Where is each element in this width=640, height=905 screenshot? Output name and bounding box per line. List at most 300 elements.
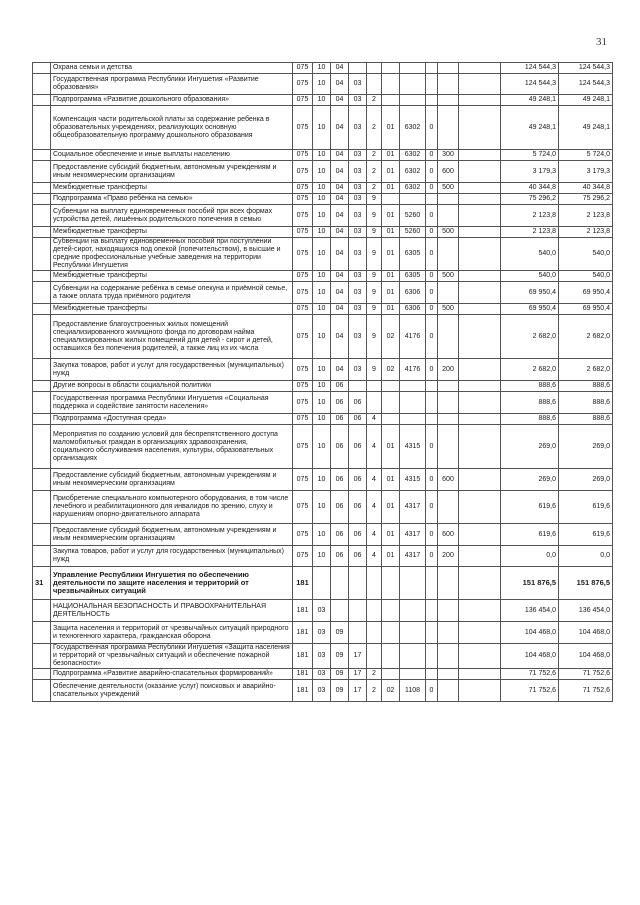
ved-code: 075 [293,425,313,469]
extra-code [426,600,438,622]
subprogram-code: 2 [367,669,382,680]
ved-code: 181 [293,680,313,702]
expense-type-code: 600 [438,524,459,546]
subprogram-code [367,63,382,74]
expense-type-code: 600 [438,161,459,183]
subprogram-code: 2 [367,183,382,194]
subprogram-code: 4 [367,491,382,524]
event-code [382,74,400,95]
program-code: 03 [349,271,367,282]
event-code: 01 [382,227,400,238]
event-code: 01 [382,150,400,161]
expense-type-code: 500 [438,183,459,194]
extra-code [426,622,438,644]
event-code [382,622,400,644]
expense-type-code [438,491,459,524]
blank-cell [459,622,501,644]
table-row [33,150,613,161]
row-number [33,680,51,702]
extra-code: 0 [426,183,438,194]
direction-code [400,194,426,205]
row-number [33,183,51,194]
table-row [33,304,613,315]
blank-cell [459,315,501,359]
direction-code: 6302 [400,106,426,150]
program-code: 03 [349,205,367,227]
table-row [33,194,613,205]
row-name: Закупка товаров, работ и услуг для государственных (муниципальных) нужд [51,546,293,567]
section-code: 10 [313,315,331,359]
subsection-code: 04 [331,183,349,194]
program-code: 03 [349,183,367,194]
subsection-code: 06 [331,491,349,524]
amount-2: 619,6 [559,524,613,546]
event-code: 02 [382,315,400,359]
blank-cell [459,106,501,150]
page-number: 31 [596,36,607,48]
amount-2: 71 752,6 [559,680,613,702]
table-row [33,524,613,546]
section-code: 10 [313,150,331,161]
table-row [33,183,613,194]
extra-code: 0 [426,469,438,491]
event-code [382,669,400,680]
amount-1: 49 248,1 [501,106,559,150]
table-row [33,238,613,271]
expense-type-code [438,392,459,414]
row-number [33,600,51,622]
direction-code [400,622,426,644]
row-number [33,425,51,469]
subsection-code: 04 [331,74,349,95]
event-code: 01 [382,271,400,282]
subprogram-code: 4 [367,546,382,567]
row-name: Управление Республики Ингушетия по обеспечению деятельности по защите населения и территорий от чрезвычайных ситуаций [51,567,293,600]
direction-code: 6306 [400,304,426,315]
direction-code: 4317 [400,491,426,524]
direction-code: 6302 [400,183,426,194]
extra-code: 0 [426,227,438,238]
table-row [33,680,613,702]
blank-cell [459,95,501,106]
amount-1: 269,0 [501,425,559,469]
event-code [382,95,400,106]
program-code: 17 [349,680,367,702]
expense-type-code: 500 [438,304,459,315]
table-row [33,95,613,106]
expense-type-code [438,238,459,271]
section-code: 10 [313,469,331,491]
section-code: 03 [313,680,331,702]
extra-code: 0 [426,271,438,282]
program-code: 03 [349,359,367,381]
program-code: 06 [349,546,367,567]
event-code: 01 [382,469,400,491]
amount-1: 104 468,0 [501,622,559,644]
table-row [33,282,613,304]
section-code: 10 [313,106,331,150]
subprogram-code: 9 [367,282,382,304]
event-code [382,392,400,414]
direction-code: 5260 [400,205,426,227]
expense-type-code [438,680,459,702]
event-code [382,194,400,205]
amount-2: 888,6 [559,414,613,425]
program-code: 06 [349,425,367,469]
event-code: 02 [382,359,400,381]
direction-code: 6306 [400,282,426,304]
blank-cell [459,414,501,425]
ved-code: 075 [293,271,313,282]
amount-2: 151 876,5 [559,567,613,600]
section-code: 10 [313,74,331,95]
expense-type-code [438,205,459,227]
direction-code: 4176 [400,315,426,359]
section-code: 10 [313,194,331,205]
expense-type-code [438,74,459,95]
section-code: 10 [313,238,331,271]
expense-type-code: 600 [438,469,459,491]
row-number [33,622,51,644]
expense-type-code [438,414,459,425]
subsection-code: 06 [331,414,349,425]
expense-type-code: 500 [438,227,459,238]
program-code: 17 [349,644,367,669]
section-code: 10 [313,546,331,567]
amount-1: 69 950,4 [501,282,559,304]
ved-code: 075 [293,469,313,491]
program-code: 03 [349,304,367,315]
table-row [33,644,613,669]
ved-code: 075 [293,227,313,238]
row-name: Подпрограмма «Доступная среда» [51,414,293,425]
program-code: 03 [349,282,367,304]
subsection-code: 06 [331,392,349,414]
subsection-code: 04 [331,95,349,106]
amount-2: 5 724,0 [559,150,613,161]
program-code: 03 [349,74,367,95]
blank-cell [459,227,501,238]
event-code: 01 [382,425,400,469]
row-number [33,63,51,74]
event-code: 01 [382,183,400,194]
row-number [33,238,51,271]
amount-1: 124 544,3 [501,74,559,95]
amount-1: 75 296,2 [501,194,559,205]
program-code [349,600,367,622]
amount-1: 104 468,0 [501,644,559,669]
row-name: Охрана семьи и детства [51,63,293,74]
event-code: 01 [382,238,400,271]
program-code: 03 [349,106,367,150]
blank-cell [459,304,501,315]
extra-code [426,381,438,392]
extra-code [426,74,438,95]
expense-type-code [438,95,459,106]
amount-2: 71 752,6 [559,669,613,680]
ved-code: 075 [293,315,313,359]
direction-code: 6305 [400,271,426,282]
row-number [33,669,51,680]
program-code: 17 [349,669,367,680]
subprogram-code: 2 [367,161,382,183]
direction-code [400,567,426,600]
table-row [33,546,613,567]
subprogram-code: 9 [367,238,382,271]
amount-2: 69 950,4 [559,282,613,304]
subsection-code: 04 [331,271,349,282]
row-number [33,469,51,491]
table-row [33,392,613,414]
section-code: 10 [313,524,331,546]
subprogram-code: 9 [367,271,382,282]
table-row [33,491,613,524]
ved-code: 075 [293,238,313,271]
section-code: 03 [313,644,331,669]
subsection-code: 04 [331,282,349,304]
subsection-code: 09 [331,644,349,669]
row-name: НАЦИОНАЛЬНАЯ БЕЗОПАСНОСТЬ И ПРАВООХРАНИТЕЛЬНАЯ ДЕЯТЕЛЬНОСТЬ [51,600,293,622]
ved-code: 075 [293,381,313,392]
direction-code [400,669,426,680]
subprogram-code [367,74,382,95]
extra-code [426,392,438,414]
extra-code: 0 [426,491,438,524]
blank-cell [459,469,501,491]
amount-2: 269,0 [559,469,613,491]
section-code: 10 [313,392,331,414]
subprogram-code: 9 [367,205,382,227]
extra-code [426,63,438,74]
program-code: 06 [349,524,367,546]
amount-1: 2 123,8 [501,205,559,227]
row-number [33,271,51,282]
event-code: 01 [382,524,400,546]
table-row [33,600,613,622]
subsection-code: 04 [331,227,349,238]
amount-2: 0,0 [559,546,613,567]
subsection-code: 06 [331,425,349,469]
program-code: 03 [349,238,367,271]
amount-1: 888,6 [501,381,559,392]
extra-code: 0 [426,546,438,567]
amount-2: 40 344,8 [559,183,613,194]
row-number [33,524,51,546]
row-name: Приобретение специального компьютерного оборудования, в том числе лечебного и реабилитационного для инвалидов по зрению, слуху и нарушениям опорно-двигательного аппарата [51,491,293,524]
section-code: 10 [313,425,331,469]
direction-code: 4315 [400,469,426,491]
event-code [382,644,400,669]
expense-type-code [438,600,459,622]
section-code: 10 [313,381,331,392]
direction-code [400,414,426,425]
extra-code: 0 [426,304,438,315]
amount-2: 2 682,0 [559,315,613,359]
extra-code [426,644,438,669]
row-name: Обеспечение деятельности (оказание услуг) поисковых и аварийно-спасательных учреждений [51,680,293,702]
amount-2: 136 454,0 [559,600,613,622]
subprogram-code: 9 [367,315,382,359]
row-name: Компенсация части родительской платы за содержание ребенка в образовательных учреждениях, реализующих основную общеобразовательную программу дошкольного образования [51,106,293,150]
expense-type-code [438,425,459,469]
table-row [33,567,613,600]
blank-cell [459,392,501,414]
expense-type-code [438,282,459,304]
amount-2: 49 248,1 [559,106,613,150]
section-code: 10 [313,161,331,183]
table-row [33,106,613,150]
row-number [33,194,51,205]
amount-1: 619,6 [501,491,559,524]
subsection-code: 04 [331,238,349,271]
blank-cell [459,161,501,183]
row-name: Государственная программа Республики Ингушетия «Социальная поддержка и содействие занятости населения» [51,392,293,414]
section-code: 10 [313,205,331,227]
blank-cell [459,491,501,524]
extra-code: 0 [426,161,438,183]
expense-type-code: 500 [438,271,459,282]
row-name: Подпрограмма «Развитие дошкольного образования» [51,95,293,106]
amount-1: 0,0 [501,546,559,567]
subprogram-code: 9 [367,359,382,381]
table-row [33,227,613,238]
extra-code: 0 [426,680,438,702]
budget-table [32,62,613,702]
event-code: 01 [382,106,400,150]
program-code: 06 [349,392,367,414]
event-code: 01 [382,304,400,315]
amount-1: 71 752,6 [501,680,559,702]
direction-code: 4317 [400,524,426,546]
row-name: Защита населения и территорий от чрезвычайных ситуаций природного и техногенного характера, гражданская оборона [51,622,293,644]
amount-1: 2 682,0 [501,359,559,381]
program-code: 03 [349,315,367,359]
event-code: 01 [382,546,400,567]
row-name: Субвенции на выплату единовременных пособий при поступлении детей-сирот, находящихся под опекой (попечительством), в высшие и средние профессиональные учебные заведения на территории Республики Ингушетия [51,238,293,271]
program-code [349,567,367,600]
extra-code [426,194,438,205]
direction-code [400,392,426,414]
expense-type-code [438,622,459,644]
section-code: 03 [313,622,331,644]
subprogram-code: 4 [367,425,382,469]
extra-code [426,95,438,106]
section-code: 10 [313,227,331,238]
expense-type-code: 200 [438,359,459,381]
program-code: 03 [349,150,367,161]
table-row [33,414,613,425]
section-code: 10 [313,414,331,425]
blank-cell [459,546,501,567]
extra-code [426,414,438,425]
amount-1: 71 752,6 [501,669,559,680]
event-code [382,381,400,392]
row-number: 31 [33,567,51,600]
ved-code: 075 [293,414,313,425]
subprogram-code [367,567,382,600]
subsection-code: 04 [331,63,349,74]
amount-1: 2 123,8 [501,227,559,238]
ved-code: 075 [293,183,313,194]
row-name: Субвенции на выплату единовременных пособий при всех формах устройства детей, лишённых родительского попечения в семью [51,205,293,227]
program-code: 06 [349,414,367,425]
row-name: Подпрограмма «Развитие аварийно-спасательных формирований» [51,669,293,680]
event-code [382,600,400,622]
row-name: Социальное обеспечение и иные выплаты населению [51,150,293,161]
blank-cell [459,524,501,546]
ved-code: 075 [293,74,313,95]
event-code: 01 [382,161,400,183]
ved-code: 181 [293,567,313,600]
expense-type-code [438,567,459,600]
direction-code: 1108 [400,680,426,702]
ved-code: 181 [293,669,313,680]
row-number [33,205,51,227]
row-number [33,161,51,183]
blank-cell [459,425,501,469]
amount-1: 3 179,3 [501,161,559,183]
ved-code: 075 [293,546,313,567]
amount-2: 269,0 [559,425,613,469]
extra-code: 0 [426,425,438,469]
direction-code: 5260 [400,227,426,238]
subprogram-code: 9 [367,304,382,315]
subsection-code: 04 [331,304,349,315]
section-code: 03 [313,669,331,680]
subsection-code: 06 [331,524,349,546]
amount-2: 540,0 [559,238,613,271]
blank-cell [459,567,501,600]
program-code [349,622,367,644]
amount-1: 69 950,4 [501,304,559,315]
amount-1: 540,0 [501,238,559,271]
extra-code [426,567,438,600]
subprogram-code: 4 [367,524,382,546]
event-code: 02 [382,680,400,702]
subprogram-code: 2 [367,150,382,161]
subsection-code: 04 [331,161,349,183]
subprogram-code: 2 [367,680,382,702]
row-number [33,414,51,425]
expense-type-code: 200 [438,546,459,567]
subprogram-code: 2 [367,95,382,106]
table-row [33,469,613,491]
extra-code: 0 [426,282,438,304]
subsection-code: 09 [331,622,349,644]
table-row [33,63,613,74]
direction-code: 4176 [400,359,426,381]
row-name: Субвенции на содержание ребёнка в семье опекуна и приёмной семье, а также оплата труда приёмного родителя [51,282,293,304]
amount-2: 69 950,4 [559,304,613,315]
amount-2: 104 468,0 [559,622,613,644]
subsection-code [331,567,349,600]
table-row [33,381,613,392]
ved-code: 181 [293,622,313,644]
subprogram-code [367,600,382,622]
row-name: Межбюджетные трансферты [51,304,293,315]
extra-code: 0 [426,524,438,546]
row-name: Закупка товаров, работ и услуг для государственных (муниципальных) нужд [51,359,293,381]
extra-code: 0 [426,106,438,150]
amount-2: 2 123,8 [559,227,613,238]
expense-type-code [438,194,459,205]
table-row [33,425,613,469]
program-code: 06 [349,491,367,524]
subsection-code: 04 [331,315,349,359]
subsection-code: 06 [331,381,349,392]
expense-type-code [438,644,459,669]
blank-cell [459,669,501,680]
